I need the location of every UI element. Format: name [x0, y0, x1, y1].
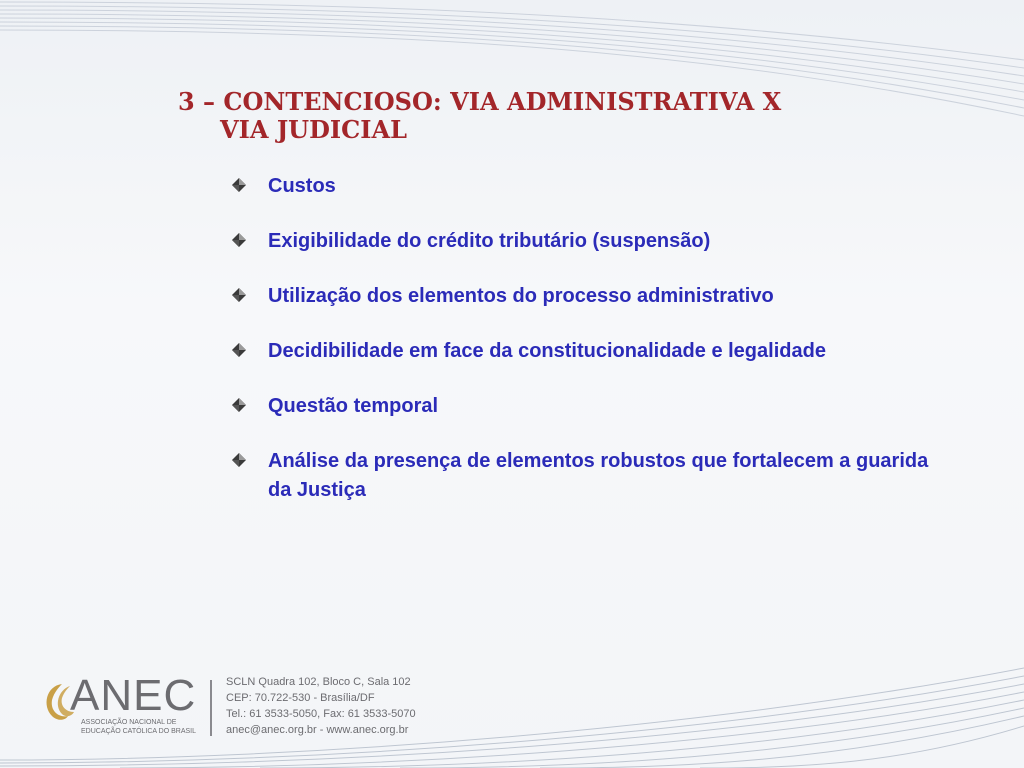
contact-phone: Tel.: 61 3533-5050, Fax: 61 3533-5070: [226, 708, 416, 720]
bullet-text: Exigibilidade do crédito tributário (suspensão): [268, 230, 711, 252]
bullet-item-utilizacao: [232, 282, 932, 311]
bullet-text: Decidibilidade em face da constitucionalidade e legalidade: [268, 340, 826, 362]
bullet-text: Utilização dos elementos do processo administrativo: [268, 285, 774, 307]
contact-info: [226, 674, 416, 738]
diamond-bullet-icon: [232, 453, 246, 467]
diamond-bullet-icon: [232, 398, 246, 412]
bullet-list: [232, 172, 932, 531]
org-line2: EDUCAÇÃO CATÓLICA DO BRASIL: [81, 728, 197, 735]
diamond-bullet-icon: [232, 343, 246, 357]
slide-title-line1: 3 – CONTENCIOSO: VIA ADMINISTRATIVA X: [178, 87, 782, 116]
contact-address: SCLN Quadra 102, Bloco C, Sala 102: [226, 676, 411, 688]
bullet-text: Análise da presença de elementos robustos que fortalecem a guarida da Justiça: [268, 450, 929, 501]
slide-title-line2: VIA JUDICIAL: [220, 115, 407, 144]
footer-divider: [210, 680, 212, 736]
logo-wordmark: ANEC: [70, 671, 197, 720]
bullet-item-analise: [232, 447, 932, 505]
org-line1: ASSOCIAÇÃO NACIONAL DE: [81, 719, 177, 726]
org-full-name: [81, 718, 203, 736]
diamond-bullet-icon: [232, 288, 246, 302]
bullet-item-questao-temporal: [232, 392, 932, 421]
diamond-bullet-icon: [232, 178, 246, 192]
bullet-item-exigibilidade: [232, 227, 932, 256]
bullet-text: Questão temporal: [268, 395, 439, 417]
bullet-text: Custos: [268, 175, 336, 197]
contact-web: anec@anec.org.br - www.anec.org.br: [226, 724, 409, 736]
diamond-bullet-icon: [232, 233, 246, 247]
bullet-item-custos: [232, 172, 932, 201]
bullet-item-decidibilidade: [232, 337, 932, 366]
contact-cep: CEP: 70.722-530 - Brasília/DF: [226, 692, 375, 704]
slide-title: [178, 88, 878, 144]
